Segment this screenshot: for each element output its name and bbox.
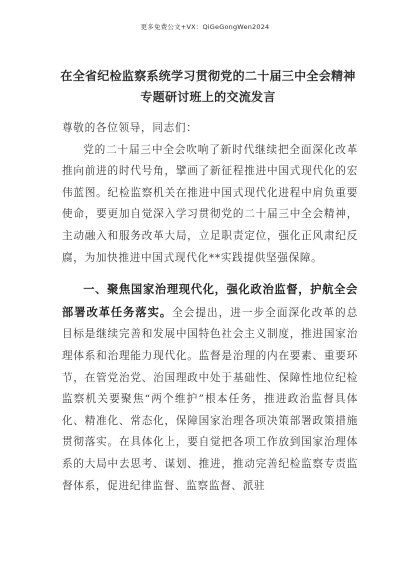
section-heading: 一、聚焦国家治理现代化，强化政治监督，护航全会部署改革任务落实。 — [62, 283, 358, 319]
document-title: 在全省纪检监察系统学习贯彻党的二十届三中全会精神专题研讨班上的交流发言 — [60, 69, 356, 104]
paragraph-section-1 — [62, 279, 358, 497]
paragraph-intro — [62, 140, 358, 270]
header-note: 更多免费公文+VX：QiGeGongWen2024 — [140, 23, 270, 31]
paragraph-text: 党的二十届三中全会吹响了新时代继续把全面深化改革推向前进的时代号角，擘画了新征程推进中国式现代化的宏伟蓝图。纪检监察机关在推进中国式现代化进程中肩负重要使命，要更加自觉深入学习贯彻党的二十届三中全会精神，主动融入和服务改革大局，立足职责定位，强化正风肃纪反腐，为加快推进中国式现代化**实践提供坚强保障。 — [62, 143, 358, 264]
document-body — [62, 118, 358, 497]
salutation: 尊敬的各位领导，同志们： — [62, 122, 198, 134]
paragraph-text: 全会提出，进一步全面深化改革的总目标是继续完善和发展中国特色社会主义制度，推进国家治理体系和治理能力现代化。监督是治理的内在要素、重要环节，在管党治党、治国理政中处于基础性、保障性地位纪检监察机关要聚焦“两个维护”根本任务，推进政治监督具体化、精准化、常态化，保障国家治理各项决策部署政策措施贯彻落实。在具体化上，要自觉把各项工作放到国家治理体系的大局中去思考、谋划、推进，推动完善纪检监察专责监督体系，促进纪律监督、监察监督、派驻 — [62, 306, 358, 492]
